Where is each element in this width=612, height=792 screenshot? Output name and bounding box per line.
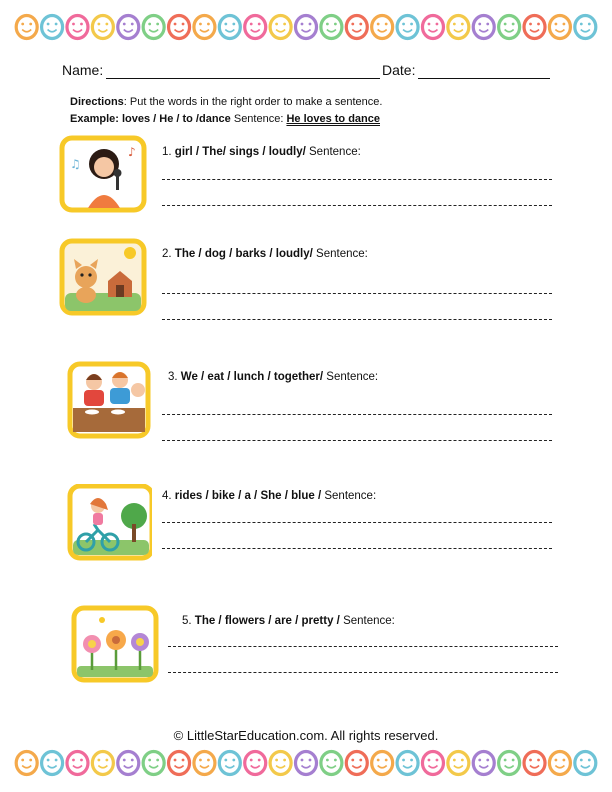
smiley-face-icon <box>219 16 240 39</box>
smiley-face-icon <box>346 752 367 775</box>
smiley-face-icon <box>422 752 443 775</box>
smiley-face-icon <box>321 752 342 775</box>
directions-text: : Put the words in the right order to make a sentence. <box>123 96 383 108</box>
name-field[interactable] <box>106 78 380 79</box>
dog-barking-icon <box>58 237 152 313</box>
smiley-face-icon <box>92 752 113 775</box>
girl-singing-icon <box>58 134 152 210</box>
smiley-face-icon <box>169 16 190 39</box>
example-sentence-label: Sentence: <box>230 113 287 125</box>
answer-line-2a[interactable] <box>162 293 552 294</box>
smiley-face-icon <box>296 16 317 39</box>
smiley-face-icon <box>397 752 418 775</box>
answer-line-5b[interactable] <box>168 672 558 673</box>
question-number: 3. <box>168 371 178 383</box>
date-field[interactable] <box>418 78 550 79</box>
directions-line <box>70 94 382 111</box>
smiley-face-icon <box>245 16 266 39</box>
kids-eating-lunch-icon <box>58 360 152 436</box>
question-words: The / dog / barks / loudly/ <box>174 248 313 260</box>
smiley-face-icon <box>296 752 317 775</box>
answer-line-4a[interactable] <box>162 522 552 523</box>
answer-line-4b[interactable] <box>162 548 552 549</box>
question-1 <box>58 134 558 224</box>
smiley-face-icon <box>372 752 393 775</box>
smiley-face-icon <box>92 16 113 39</box>
smiley-face-icon <box>575 16 596 39</box>
answer-line-1b[interactable] <box>162 205 552 206</box>
copyright-footer: © LittleStarEducation.com. All rights reserved. <box>173 728 439 743</box>
smiley-face-icon <box>169 752 190 775</box>
decorative-border-bottom <box>14 748 598 778</box>
sentence-label: Sentence: <box>343 615 395 627</box>
smiley-face-icon <box>321 16 342 39</box>
example-answer: He loves to dance <box>286 113 380 125</box>
smiley-face-icon <box>245 752 266 775</box>
smiley-face-icon <box>118 16 139 39</box>
smiley-face-icon <box>346 16 367 39</box>
smiley-face-icon <box>575 752 596 775</box>
question-words: rides / bike / a / She / blue / <box>174 490 322 502</box>
example-line <box>70 111 382 128</box>
smiley-face-icon <box>42 16 63 39</box>
smiley-border-svg <box>14 748 598 778</box>
directions-label: Directions <box>70 96 124 108</box>
question-number: 4. <box>162 490 172 502</box>
smiley-face-icon <box>549 752 570 775</box>
question-3 <box>58 360 558 450</box>
smiley-face-icon <box>219 752 240 775</box>
example-label: Example <box>70 113 116 125</box>
question-5 <box>58 604 558 694</box>
smiley-face-icon <box>118 752 139 775</box>
smiley-face-icon <box>16 752 37 775</box>
question-words: The / flowers / are / pretty / <box>194 615 340 627</box>
smiley-face-icon <box>397 16 418 39</box>
answer-line-3a[interactable] <box>162 414 552 415</box>
smiley-face-icon <box>143 752 164 775</box>
smiley-face-icon <box>473 752 494 775</box>
decorative-border-top <box>14 12 598 42</box>
smiley-face-icon <box>16 16 37 39</box>
smiley-face-icon <box>67 16 88 39</box>
sentence-label: Sentence: <box>309 146 361 158</box>
smiley-face-icon <box>499 752 520 775</box>
question-number: 5. <box>182 615 192 627</box>
answer-line-3b[interactable] <box>162 440 552 441</box>
smiley-face-icon <box>448 752 469 775</box>
smiley-face-icon <box>372 16 393 39</box>
smiley-face-icon <box>42 752 63 775</box>
smiley-face-icon <box>473 16 494 39</box>
smiley-face-icon <box>194 16 215 39</box>
smiley-face-icon <box>270 752 291 775</box>
smiley-face-icon <box>422 16 443 39</box>
smiley-face-icon <box>448 16 469 39</box>
answer-line-2b[interactable] <box>162 319 552 320</box>
smiley-face-icon <box>524 752 545 775</box>
sentence-label: Sentence: <box>326 371 379 383</box>
question-words: girl / The/ sings / loudly/ <box>174 146 306 158</box>
smiley-face-icon <box>524 16 545 39</box>
question-2 <box>58 237 558 327</box>
name-date-row <box>62 60 562 82</box>
svg-text:♫: ♫ <box>70 157 81 171</box>
girl-riding-bike-icon <box>58 484 152 560</box>
name-label: Name: <box>62 62 104 78</box>
question-4 <box>58 484 558 574</box>
date-label: Date: <box>382 62 416 78</box>
smiley-face-icon <box>194 752 215 775</box>
smiley-face-icon <box>499 16 520 39</box>
flowers-icon <box>58 604 152 680</box>
smiley-face-icon <box>270 16 291 39</box>
smiley-border-svg <box>14 12 598 42</box>
question-words: We / eat / lunch / together/ <box>180 371 324 383</box>
sentence-label: Sentence: <box>324 490 377 502</box>
smiley-face-icon <box>549 16 570 39</box>
svg-text:♪: ♪ <box>128 145 136 159</box>
answer-line-1a[interactable] <box>162 179 552 180</box>
sentence-label: Sentence: <box>316 248 368 260</box>
smiley-face-icon <box>67 752 88 775</box>
answer-line-5a[interactable] <box>168 646 558 647</box>
example-words: : loves / He / to /dance <box>115 113 231 125</box>
question-number: 2. <box>162 248 172 260</box>
directions-block <box>70 94 382 128</box>
smiley-face-icon <box>143 16 164 39</box>
question-number: 1. <box>162 146 172 158</box>
